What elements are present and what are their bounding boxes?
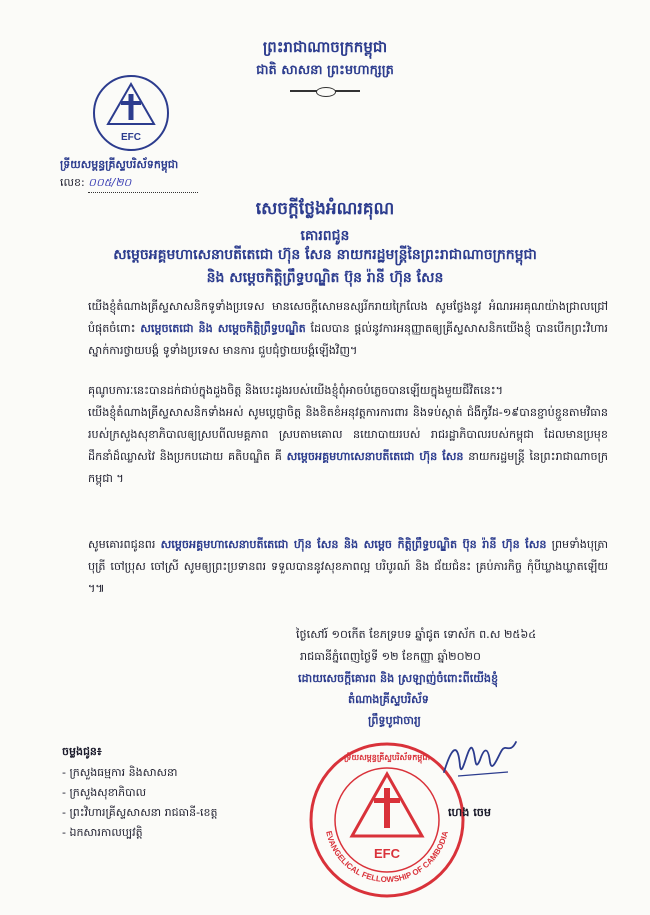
reference-number: [60, 176, 198, 193]
signer-role: តំណាងគ្រីស្ទបរិស័ទ: [348, 693, 429, 706]
recipient-line-1: សម្តេចអគ្គមហាសេនាបតីតេជោ ហ៊ុន សែន នាយករដ្ឋមន្ត្រីនៃព្រះរាជាណាចក្រកម្ពុជា: [113, 247, 537, 263]
letter-title: សេចក្តីថ្លែងអំណរគុណ: [255, 199, 395, 219]
paragraph-4: សូមគោរពជូនពរ សម្តេចអគ្គមហាសេនាបតីតេជោ ហ៊ុន សែន និង សម្តេច កិត្តិព្រឹទ្ធបណ្ឌិត ប៊ុន រ៉ានី ហ៊ុន សែន ព្រមទាំងបុត្រាបុត្រី ចៅប្រុស ចៅស្រី សូមឲ្យព្រះប្រទានពរ ទទួលបាននូវសុខភាពល្អ បរិបូរណ៍ និង ជ័យជំនះ គ្រប់ភារកិច្ច កុំបីឃ្លាងឃ្លាតឡើយ ។៕: [88, 538, 608, 595]
motto-heading: ជាតិ សាសនា ព្រះមហាក្សត្រ: [256, 63, 394, 78]
paragraph-2: គុណូបការៈនេះបានដក់ជាប់ក្នុងដួងចិត្ត និងបេះដូងរបស់យើងខ្ញុំពុំអាចបំភ្លេចបានឡើយក្នុងមួយជីវិតនេះ។: [88, 384, 504, 397]
signer-title: ព្រឹទ្ធបូជាចារ្យ: [368, 714, 421, 727]
stamp-ring-text: EVANGELICAL FELLOWSHIP OF CAMBODIA: [324, 830, 450, 885]
cc-title: ចម្លងជូន៖: [62, 745, 102, 758]
date-solar: រាជធានីភ្នំពេញថ្ងៃទី ១២ ខែកញ្ញា ឆ្នាំ២០២០: [300, 650, 481, 663]
date-lunar: ថ្ងៃសៅរ៍ ១០កើត ខែភទ្របទ ឆ្នាំជូត ទោស័ក ព.ស ២៥៦៤: [296, 628, 537, 641]
decorative-divider: [290, 90, 360, 92]
efc-logo: [90, 72, 172, 154]
letter-subtitle: គោរពជូន: [300, 228, 350, 244]
paragraph-3: យើងខ្ញុំតំណាងគ្រីស្ទសាសនិកទាំងអស់ សូមប្តេជ្ញាចិត្ត និងខិតខំអនុវត្តការការពារ និងទប់ស្កាត់ ជំងឺកូវីដ-១៩បានខ្ជាប់ខ្ជួនតាមវិធានរបស់ក្រសួងសុខាភិបាលឲ្យស្របពីលមគ្គភាព ស្របតាមគោល នយោបាយរបស់ រាជរដ្ឋាភិបាលរបស់កម្ពុជា ដែលមានប្រមុខ ដឹកនាំដ៏ឈ្លាសវៃ និងប្រកបដោយ គតិបណ្ឌិត គឺ សម្តេចអគ្គមហាសេនាបតីតេជោ ហ៊ុន សែន នាយករដ្ឋមន្ត្រី នៃព្រះរាជាណាចក្រកម្ពុជា ។: [88, 406, 609, 485]
cc-item: - ឯកសារកាលប្បវត្តិ: [62, 826, 143, 839]
ref-value: ០០៥/២០: [88, 176, 198, 193]
stamp-top-text: ទ្រីយសម្ពន្ធគ្រីស្ទបរិស័ទកម្ពុជា: [343, 753, 431, 762]
stamp-logo-text: EFC: [374, 846, 400, 861]
cc-item: - ព្រះវិហារគ្រីស្ទសាសនា រាជធានី-ខេត្ត: [62, 806, 218, 819]
ref-label: លេខ:: [60, 176, 85, 189]
signer-name: ហេង ចេម: [448, 806, 491, 819]
paragraph-1: យើងខ្ញុំតំណាងគ្រីស្ទសាសនិកទូទាំងប្រទេស មានសេចក្តីសោមនស្សរីករាយក្រៃលែង សូមថ្លែងនូវ អំណរអរគុណយ៉ាងជ្រាលជ្រៅបំផុតចំពោះ សម្តេចតេជោ និង សម្តេចកិត្តិព្រឹទ្ធបណ្ឌិត ដែលបាន ផ្តល់នូវការអនុញ្ញាតឲ្យគ្រីស្ទសាសនិកយើងខ្ញុំ បានបើកព្រះវិហារ ស្នាក់ការថ្វាយបង្គំ ទូទាំងប្រទេស មានការ ជួបជុំថ្វាយបង្គំឡើងវិញ។: [88, 300, 608, 357]
cc-item: - ក្រសួងធម្មការ និងសាសនា: [62, 766, 178, 779]
closing-line: ដោយសេចក្តីគោរព និង ស្រឡាញ់ចំពោះពីយើងខ្ញុំ: [298, 672, 499, 685]
org-name: ទ្រីយសម្ពន្ធគ្រីស្ទបរិស័ទកម្ពុជា: [60, 158, 179, 171]
logo-text: EFC: [121, 132, 141, 143]
recipient-line-2: និង សម្តេចកិត្តិព្រឹទ្ធបណ្ឌិត ប៊ុន រ៉ានី ហ៊ុន សែន: [206, 270, 444, 286]
handwritten-signature: [438, 736, 520, 782]
kingdom-heading: ព្រះរាជាណាចក្រកម្ពុជា: [262, 38, 388, 56]
cc-item: - ក្រសួងសុខាភិបាល: [62, 786, 147, 799]
